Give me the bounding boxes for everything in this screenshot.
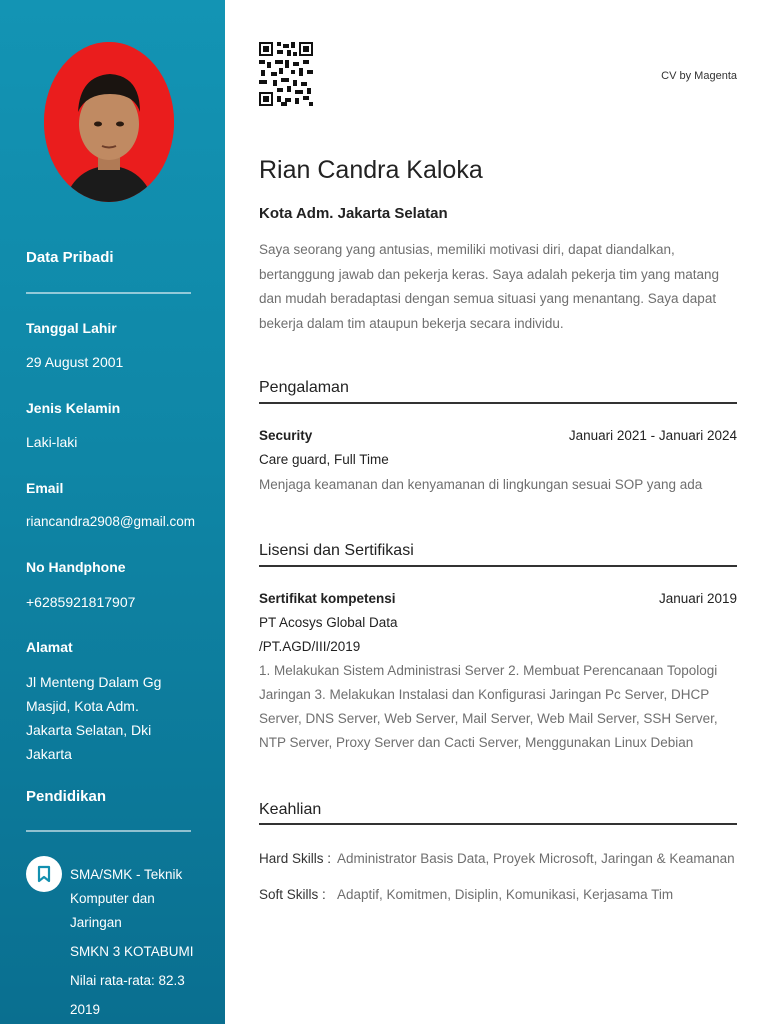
profile-summary: Saya seorang yang antusias, memiliki motivasi diri, dapat diandalkan, bertanggung jawab dan pekerja keras. Saya adalah pekerja tim yang matang dan mudah beradaptasi dengan semua situasi yang menantang. Saya dapat bekerja dalam tim ataupun bekerja secara individu. [259,242,720,331]
gender-value: Laki-laki [26,434,78,450]
sidebar [0,0,225,1024]
email-label: Email [26,480,64,496]
personal-data-title: Data Pribadi [26,249,114,266]
gender-label: Jenis Kelamin [26,400,121,416]
full-name: Rian Candra Kaloka [259,156,483,184]
education-major: SMA/SMK - Teknik [70,867,183,882]
experience-dates: Januari 2021 - Januari 2024 [568,428,737,443]
soft-skills-label: Soft Skills : [259,887,326,902]
experience-role: Security [259,428,313,443]
profile-photo [44,42,174,202]
certification-date: Januari 2019 [658,591,737,606]
education-grade: Nilai rata-rata: 82.3 [70,973,185,988]
soft-skills-value: Adaptif, Komitmen, Disiplin, Komunikasi, Kerjasama Tim [337,887,674,902]
bookmark-icon [26,856,62,892]
education-school: SMKN 3 KOTABUMI [70,944,194,959]
address-label: Alamat [26,639,73,655]
email-value: riancandra2908@gmail.com [26,514,196,529]
divider [259,565,737,567]
hard-skills-label: Hard Skills : [259,851,332,866]
divider [259,823,737,825]
address-value: Jl Menteng Dalam Gg Masjid, Kota Adm. Jakarta Selatan, Dki Jakarta [26,674,162,762]
certification-number: /PT.AGD/III/2019 [259,639,361,654]
education-major: Komputer dan [70,891,155,906]
location: Kota Adm. Jakarta Selatan [259,205,448,222]
education-title: Pendidikan [26,788,107,805]
qr-code-icon [259,42,313,111]
divider [259,402,737,404]
hard-skills-row [259,851,735,866]
certification-title: Lisensi dan Sertifikasi [259,542,414,559]
hard-skills-value: Administrator Basis Data, Proyek Microsoft, Jaringan & Keamanan [337,851,735,866]
skills-title: Keahlian [259,801,322,818]
soft-skills-row [259,887,673,902]
education-year: 2019 [70,1002,101,1017]
phone-label: No Handphone [26,559,126,575]
cv-credit: CV by Magenta [661,70,737,82]
experience-company: Care guard, Full Time [259,452,389,467]
birthdate-value: 29 August 2001 [26,354,124,370]
phone-value: +6285921817907 [26,594,136,610]
divider [26,830,191,832]
certification-description: 1. Melakukan Sistem Administrasi Server 2. Membuat Perencanaan Topologi Jaringan 3. Melakukan Instalasi dan Konfigurasi Jaringan Pc Server, DHCP Server, DNS Server, Web Server, Mail Server, Web Mail Server, SSH Server, NTP Server, Proxy Server dan Cacti Server, Menggunakan Linux Debian [259,663,718,750]
birthdate-label: Tanggal Lahir [26,320,117,336]
divider [26,292,191,294]
certification-name: Sertifikat kompetensi [259,591,396,606]
education-major: Jaringan [70,915,122,930]
experience-title: Pengalaman [259,379,349,396]
certification-issuer: PT Acosys Global Data [259,615,398,630]
experience-description: Menjaga keamanan dan kenyamanan di lingkungan sesuai SOP yang ada [259,477,703,492]
